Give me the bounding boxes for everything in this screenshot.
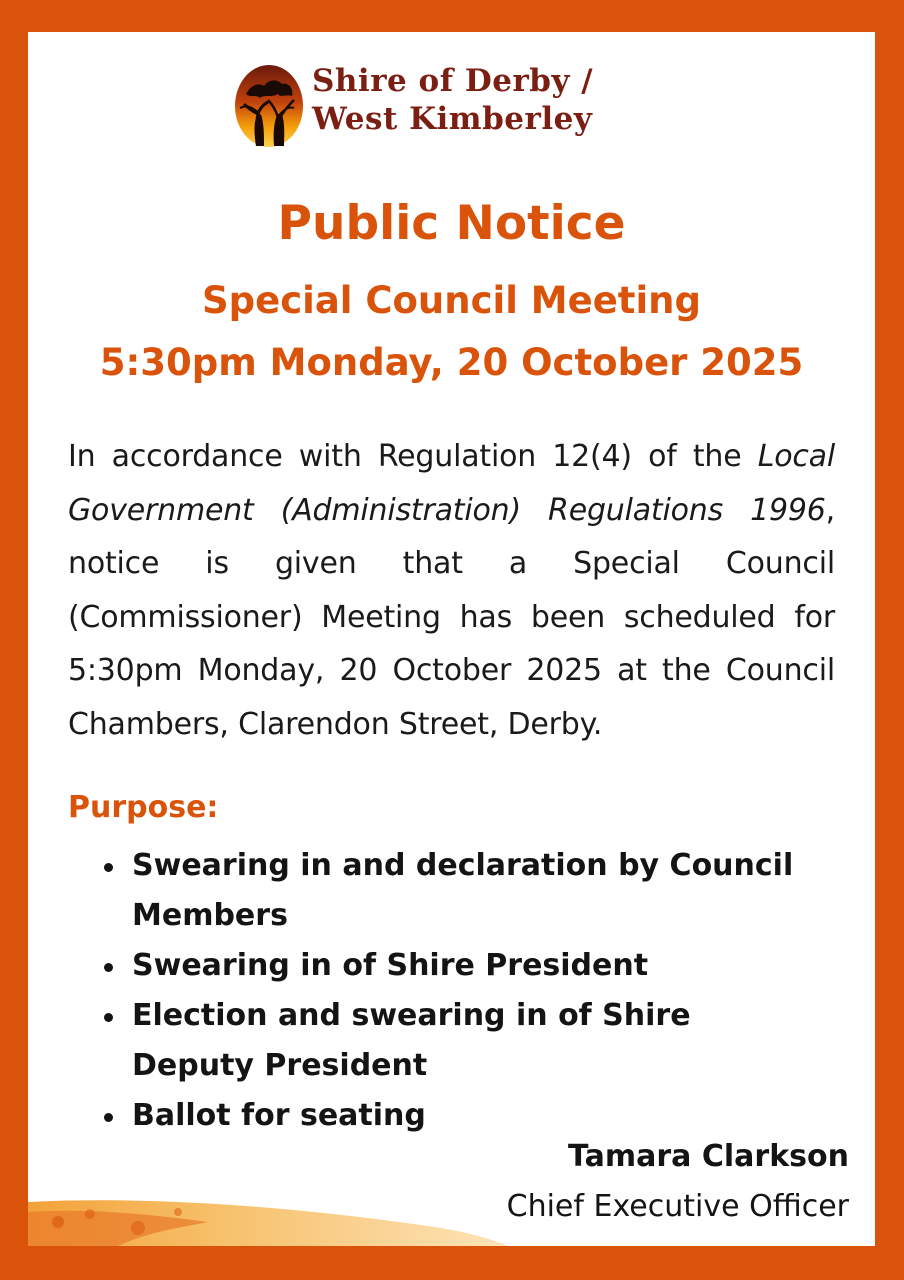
shire-name — [312, 62, 593, 138]
notice-title: Public Notice — [277, 196, 626, 251]
shire-logo — [234, 60, 654, 156]
meeting-datetime: 5:30pm Monday, 20 October 2025 — [99, 341, 804, 384]
meeting-subtitle — [28, 270, 875, 394]
body-text-part1: In accordance with Regulation 12(4) of the — [68, 439, 758, 474]
notice-page — [28, 32, 875, 1246]
shire-name-line2: West Kimberley — [312, 101, 593, 137]
purpose-list — [100, 841, 820, 1141]
signatory-role: Chief Executive Officer — [506, 1189, 849, 1224]
list-item: Election and swearing in of Shire Deputy President — [100, 991, 820, 1091]
list-item: Swearing in of Shire President — [100, 941, 820, 991]
body-text-part2: , notice is given that a Special Council (Commissioner) Meeting has been scheduled for 5:30pm Monday, 20 October 2025 at the Council Chambers, Clarendon Street, Derby. — [68, 492, 835, 742]
meeting-name: Special Council Meeting — [201, 279, 701, 322]
decorative-footer-swoosh — [28, 1192, 875, 1246]
list-item: Swearing in and declaration by Council Members — [100, 841, 820, 941]
notice-body — [68, 430, 835, 751]
regulation-title: Local Government (Administration) Regulations 1996 — [68, 439, 835, 528]
purpose-heading: Purpose: — [68, 790, 219, 825]
boab-tree-logo-icon — [234, 64, 304, 148]
list-item: Ballot for seating — [100, 1091, 820, 1141]
shire-name-line1: Shire of Derby / — [312, 63, 594, 99]
signatory-name: Tamara Clarkson — [568, 1139, 849, 1174]
